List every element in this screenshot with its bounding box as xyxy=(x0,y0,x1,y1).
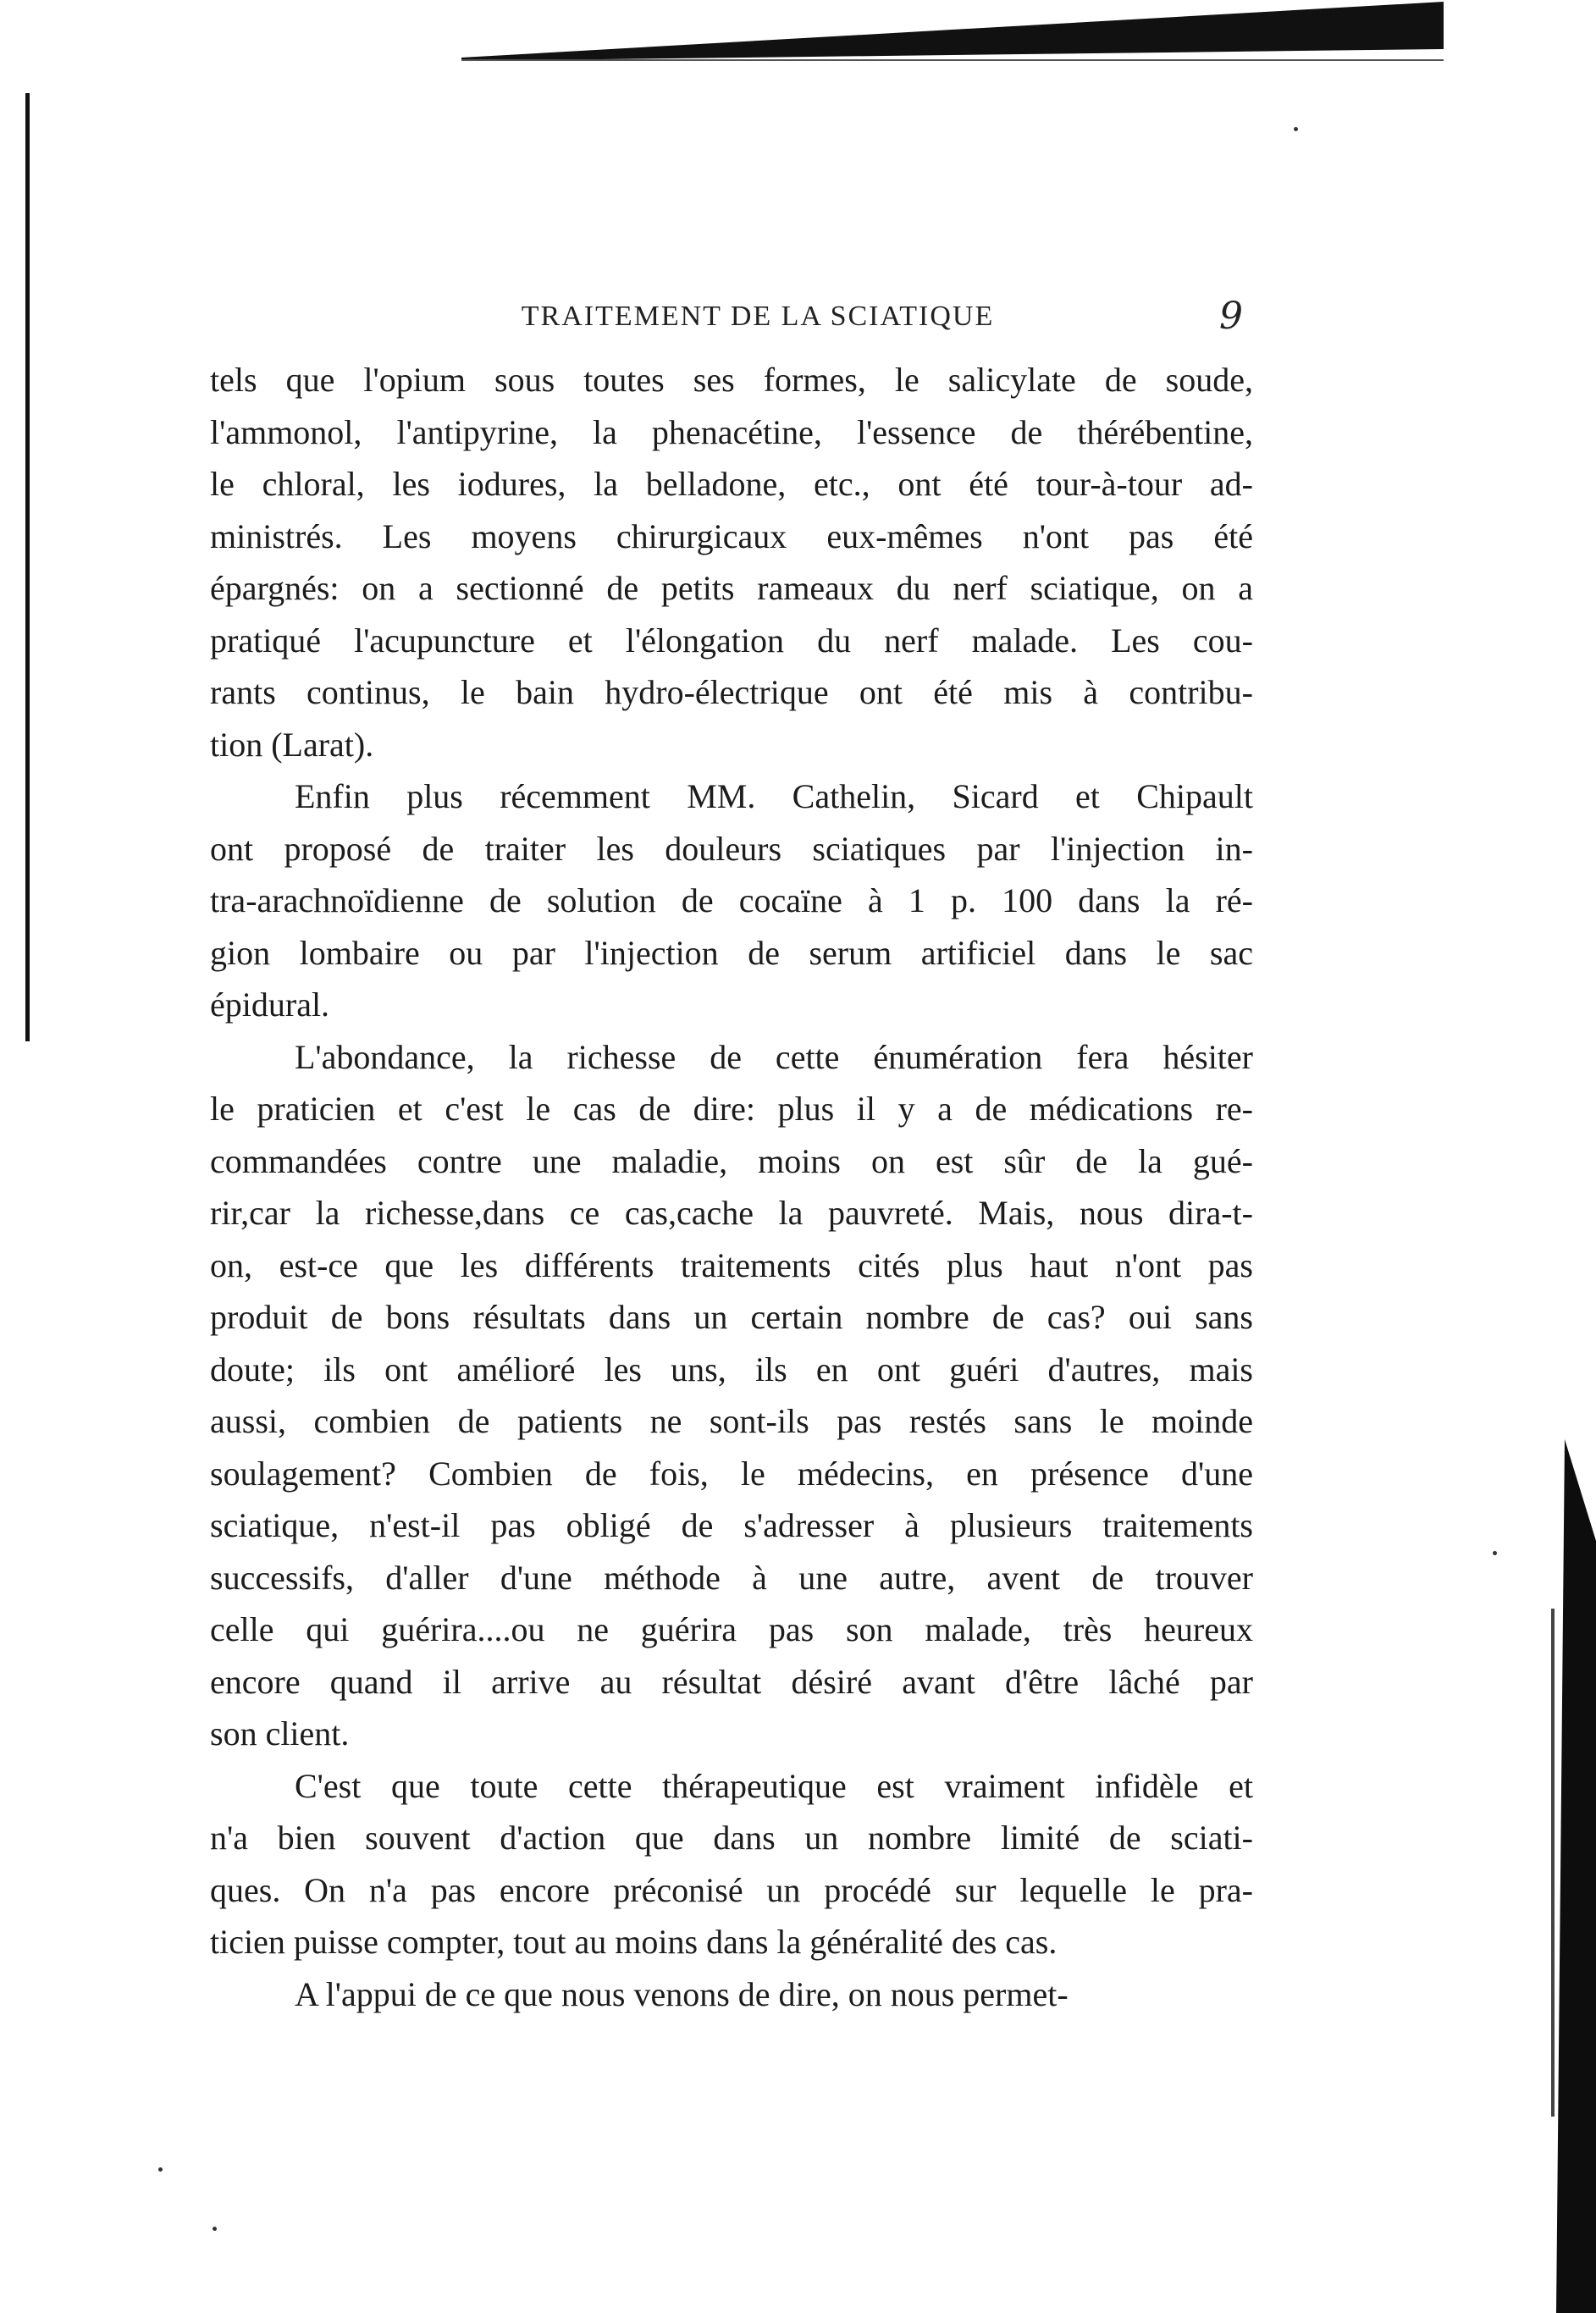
page-body xyxy=(210,354,1253,2020)
paragraph xyxy=(210,1031,1253,1760)
text-line: ministrés. Les moyens chirurgicaux eux-mêmes n'ont pas été xyxy=(210,516,1253,555)
text-line: ques. On n'a pas encore préconisé un procédé sur lequelle le pra- xyxy=(210,1870,1253,1909)
text-line: successifs, d'aller d'une méthode à une autre, avent de trouver xyxy=(210,1558,1253,1597)
text-line: rants continus, le bain hydro-électrique ont été mis à contribu- xyxy=(210,673,1253,711)
text-line: soulagement? Combien de fois, le médecins, en présence d'une xyxy=(210,1454,1253,1493)
scan-edge-artifact xyxy=(461,2,1444,63)
text-line: pratiqué l'acupuncture et l'élongation du nerf malade. Les cou- xyxy=(210,621,1253,660)
scan-speck xyxy=(213,2227,217,2231)
text-line: son client. xyxy=(210,1714,350,1753)
text-line: encore quand il arrive au résultat désiré avant d'être lâché par xyxy=(210,1662,1253,1701)
paragraph xyxy=(210,1760,1253,1968)
text-line: sciatique, n'est-il pas obligé de s'adresser à plusieurs traitements xyxy=(210,1506,1253,1544)
text-line: C'est que toute cette thérapeutique est vraiment infidèle et xyxy=(295,1766,1253,1805)
text-line: celle qui guérira....ou ne guérira pas son malade, très heureux xyxy=(210,1610,1253,1648)
text-line: tels que l'opium sous toutes ses formes, le salicylate de soude, xyxy=(210,361,1253,399)
text-line: gion lombaire ou par l'injection de serum artificiel dans le sac xyxy=(210,933,1253,972)
paragraph xyxy=(210,354,1253,770)
text-line: ticien puisse compter, tout au moins dans la généralité des cas. xyxy=(210,1923,1058,1961)
text-line: épidural. xyxy=(210,985,330,1024)
scan-speck xyxy=(1294,127,1298,131)
scan-right-margin-artifact xyxy=(1539,1439,1596,2313)
text-line: A l'appui de ce que nous venons de dire, on nous permet- xyxy=(295,1974,1069,2013)
scan-speck xyxy=(1493,1551,1497,1555)
text-line: épargnés: on a sectionné de petits rameaux du nerf sciatique, on a xyxy=(210,569,1253,607)
text-line: le praticien et c'est le cas de dire: plus il y a de médications re- xyxy=(210,1090,1253,1128)
scan-left-margin-line xyxy=(25,93,30,1041)
paragraph xyxy=(210,1968,1253,2021)
text-line: doute; ils ont amélioré les uns, ils en ont guéri d'autres, mais xyxy=(210,1350,1253,1388)
text-line: produit de bons résultats dans un certain nombre de cas? oui sans xyxy=(210,1298,1253,1336)
text-line: aussi, combien de patients ne sont-ils pas restés sans le moinde xyxy=(210,1402,1253,1440)
text-line: on, est-ce que les différents traitements cités plus haut n'ont pas xyxy=(210,1245,1253,1284)
text-line: Enfin plus récemment MM. Cathelin, Sicard et Chipault xyxy=(295,777,1253,815)
page-number: 9 xyxy=(1219,295,1243,338)
running-head: TRAITEMENT DE LA SCIATIQUE xyxy=(521,301,995,332)
text-line: ont proposé de traiter les douleurs sciatiques par l'injection in- xyxy=(210,829,1253,868)
text-line: le chloral, les iodures, la belladone, etc., ont été tour-à-tour ad- xyxy=(210,465,1253,503)
paragraph xyxy=(210,770,1253,1031)
text-line: tion (Larat). xyxy=(210,725,374,764)
text-line: L'abondance, la richesse de cette énumération fera hésiter xyxy=(295,1037,1253,1076)
text-line: rir,car la richesse,dans ce cas,cache la pauvreté. Mais, nous dira-t- xyxy=(210,1194,1253,1232)
text-line: tra-arachnoïdienne de solution de cocaïne à 1 p. 100 dans la ré- xyxy=(210,881,1253,919)
text-line: l'ammonol, l'antipyrine, la phenacétine, l'essence de thérébentine, xyxy=(210,412,1253,451)
scan-speck xyxy=(158,2167,163,2172)
text-line: n'a bien souvent d'action que dans un nombre limité de sciati- xyxy=(210,1819,1253,1857)
text-line: commandées contre une maladie, moins on est sûr de la gué- xyxy=(210,1141,1253,1180)
